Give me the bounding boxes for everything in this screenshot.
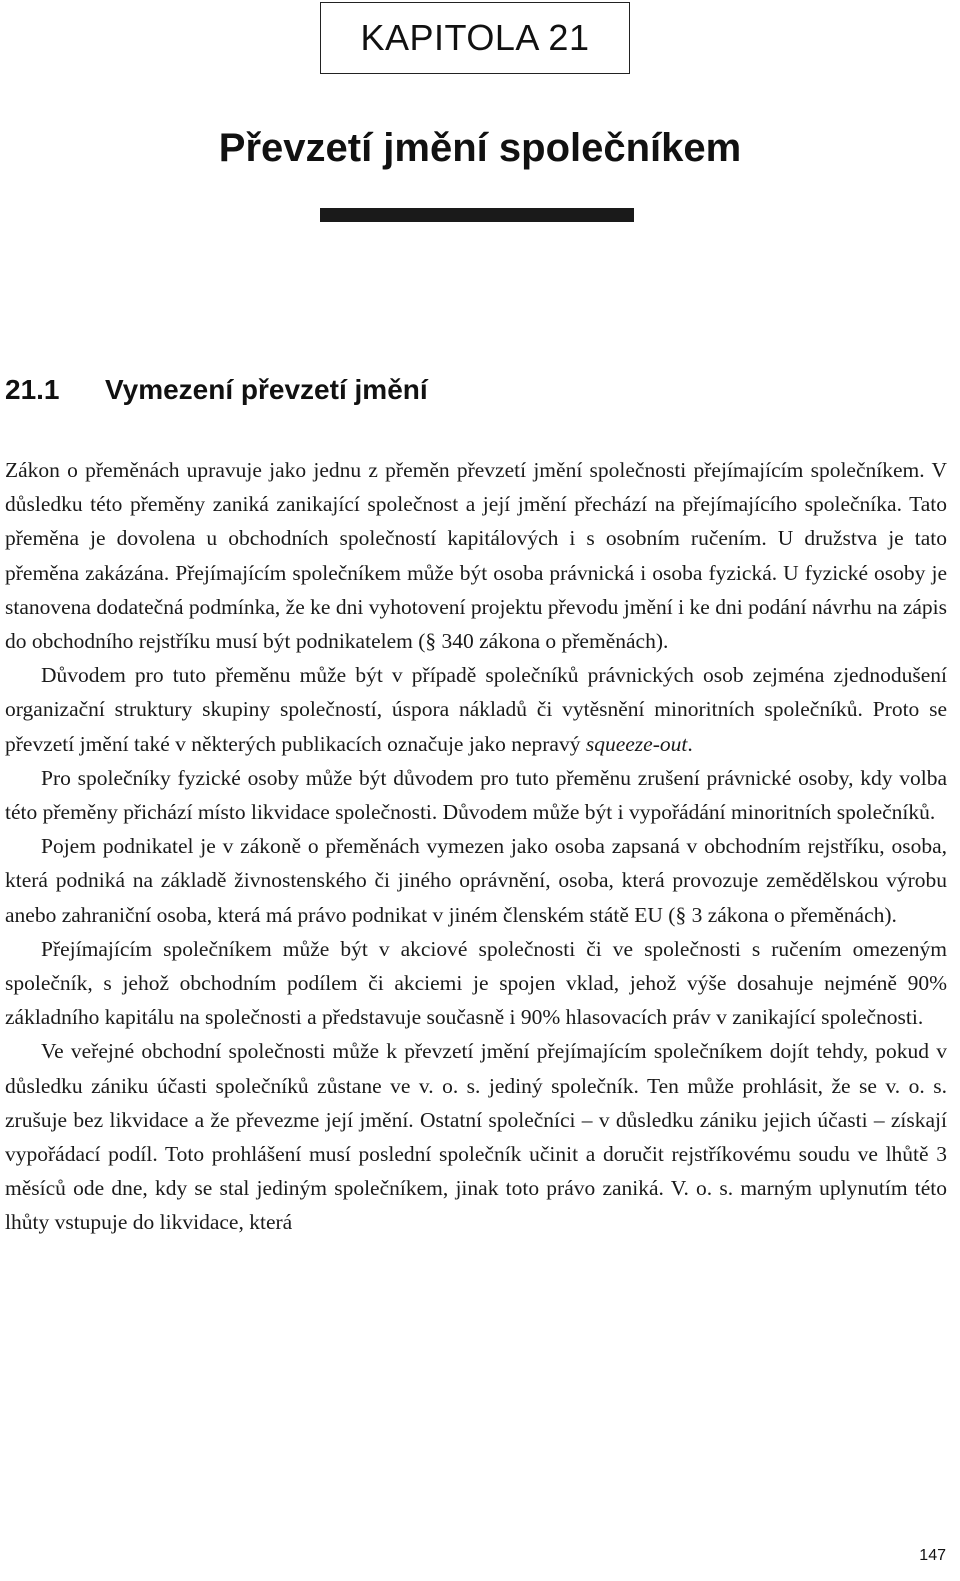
paragraph: Pojem podnikatel je v zákoně o přeměnách vymezen jako osoba zapsaná v obchodním rejstříku, osoba, která podniká na základě živnostenského či jiného oprávnění, osoba, která provozuje zemědělskou výrobu anebo zahraniční osoba, která má právo podnikat v jiném členském státě EU (§ 3 zákona o přeměnách). (5, 834, 947, 927)
paragraph-text-end: . (687, 731, 693, 756)
chapter-label: KAPITOLA 21 (360, 17, 590, 58)
section-number: 21.1 (5, 374, 60, 405)
chapter-title: Převzetí jmění společníkem (218, 126, 742, 170)
page-number: 147 (919, 1547, 946, 1564)
paragraph: Zákon o přeměnách upravuje jako jednu z přeměn převzetí jmění společnosti přejímajícím společníkem. V důsledku této přeměny zaniká zanikající společnost a její jmění přechází na přejímajícího společníka. Tato přeměna je dovolena u obchodních společností kapitálových i s osobním ručením. U družstva je tato přeměna zakázána. Přejímajícím společníkem může být osoba právnická i osoba fyzická. U fyzické osoby je stanovena dodatečná podmínka, že ke dni vyhotovení projektu převodu jmění i ke dni podání návrhu na zápis do obchodního rejstříku musí být podnikatelem (§ 340 zákona o přeměnách). (5, 458, 947, 654)
paragraph: Pro společníky fyzické osoby může být důvodem pro tuto přeměnu zrušení právnické osoby, kdy volba této přeměny přichází místo likvidace společnosti. Důvodem může být i vypořádání minoritních společníků. (5, 765, 947, 825)
section-heading (5, 374, 428, 406)
paragraph: Ve veřejné obchodní společnosti může k převzetí jmění přejímajícím společníkem dojít tehdy, pokud v důsledku zániku účasti společníků zůstane ve v. o. s. jediný společník. Ten může prohlásit, že se v. o. s. zrušuje bez likvidace a že převezme její jmění. Ostatní společníci – v důsledku zániku jejich účasti – získají vypořádací podíl. Toto prohlášení musí poslední společník učinit a doručit rejstříkovému soudu ve lhůtě 3 měsíců ode dne, kdy se stal jediným společníkem, jinak toto právo zaniká. V. o. s. marným uplynutím této lhůty vstupuje do likvidace, která (5, 1039, 947, 1235)
section-title: Vymezení převzetí jmění (105, 374, 428, 405)
paragraph: Přejímajícím společníkem může být v akciové společnosti či ve společnosti s ručením omezeným společník, s jehož obchodním podílem či akciemi je spojen vklad, jehož výše dosahuje nejméně 90% základního kapitálu na společnosti a představuje současně i 90% hlasovacích práv v zanikající společnosti. (5, 936, 947, 1030)
paragraph-text: Důvodem pro tuto přeměnu může být v případě společníků právnických osob zejména zjednodušení organizační struktury skupiny společností, úspora nákladů či vytěsnění minoritních společníků. Proto se převzetí jmění také v některých publikacích označuje jako nepravý (5, 663, 947, 756)
paragraph (5, 658, 947, 761)
title-rule (320, 208, 634, 222)
body-text (5, 453, 947, 1240)
chapter-label-box (320, 2, 630, 74)
paragraph-emphasis: squeeze-out (585, 731, 688, 756)
